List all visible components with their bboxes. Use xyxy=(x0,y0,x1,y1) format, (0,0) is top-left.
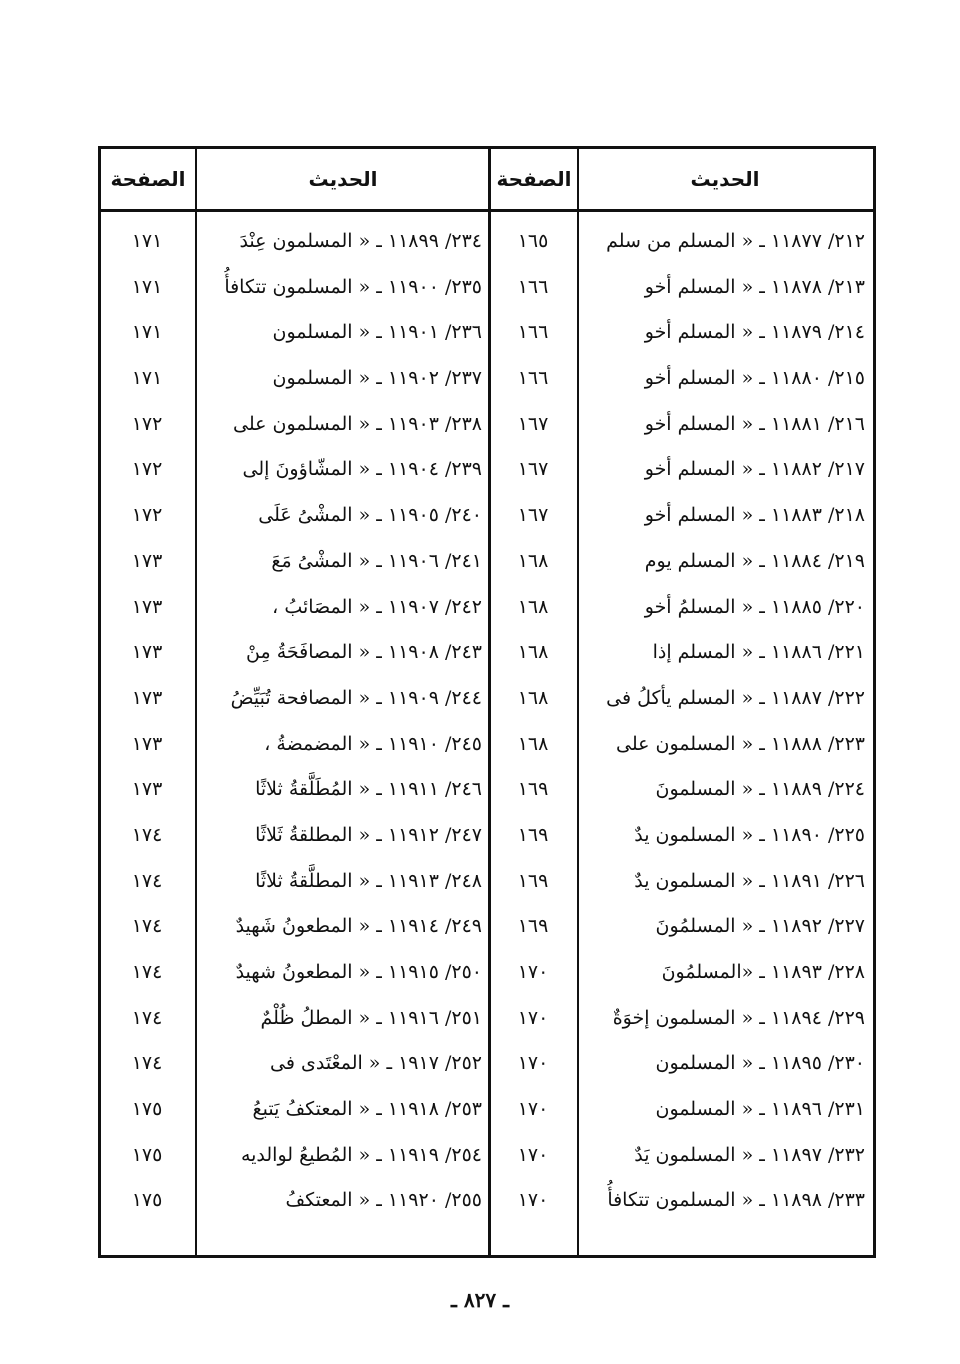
right-page-number: ١٦٩ xyxy=(517,869,549,892)
right-page-number: ١٦٩ xyxy=(517,778,549,801)
left-page-number: ١٧٤ xyxy=(131,823,163,846)
left-page-number: ١٧٢ xyxy=(131,412,163,435)
left-hadith-entry: ٢٣٨/ ١١٩٠٣ ـ « المسلمون على xyxy=(233,412,482,435)
table-row xyxy=(101,539,873,585)
right-page-number: ١٦٨ xyxy=(517,641,549,664)
left-page-header: الصفحة xyxy=(110,167,186,191)
left-page-number: ١٧١ xyxy=(131,230,163,252)
left-page-number: ١٧١ xyxy=(131,321,163,344)
right-hadith-entry: ٢١٣/ ١١٨٧٨ ـ « المسلم أخو xyxy=(644,275,865,298)
left-hadith-entry: ٢٤٠/ ١١٩٠٥ ـ « المشْىُ عَلَى xyxy=(258,504,482,527)
left-hadith-entry: ٢٤٢/ ١١٩٠٧ ـ « المصَائبُ ، xyxy=(272,595,482,618)
right-page-number: ١٧٠ xyxy=(517,961,549,983)
table-row xyxy=(101,356,873,402)
right-page-number: ١٧٠ xyxy=(517,1098,549,1121)
right-page-number: ١٦٦ xyxy=(517,275,549,298)
right-hadith-entry: ٢٣٢/ ١١٨٩٧ ـ « المسلمون يَدٌ xyxy=(634,1143,865,1166)
table-row xyxy=(101,722,873,768)
table-row xyxy=(101,1133,873,1179)
right-hadith-header: الحديث xyxy=(690,167,760,191)
table-row xyxy=(101,904,873,950)
right-hadith-entry: ٢١٤/ ١١٨٧٩ ـ « المسلم أخو xyxy=(644,321,865,344)
table-row xyxy=(101,493,873,539)
right-hadith-entry: ٢٢٨/ ١١٨٩٣ ـ «المسلمُونَ xyxy=(661,961,865,983)
left-hadith-entry: ٢٣٥/ ١١٩٠٠ ـ « المسلمون تتكافأُ xyxy=(224,275,482,298)
left-page-number: ١٧٣ xyxy=(131,641,163,664)
right-hadith-entry: ٢٢٤/ ١١٨٨٩ ـ « المسلمونَ xyxy=(655,778,865,801)
left-page-number: ١٧٤ xyxy=(131,1052,163,1075)
left-page-number: ١٧٢ xyxy=(131,458,163,481)
table-row xyxy=(101,767,873,813)
left-page-number: ١٧٣ xyxy=(131,778,163,801)
left-hadith-entry: ٢٤٣/ ١١٩٠٨ ـ « المصافَحَةُ مِنْ xyxy=(246,641,482,664)
table-row xyxy=(101,1178,873,1224)
right-page-number: ١٧٠ xyxy=(517,1189,549,1212)
left-page-number: ١٧٣ xyxy=(131,595,163,618)
left-hadith-entry: ٢٤١/ ١١٩٠٦ ـ « المشْىُ مَعَ xyxy=(271,549,482,572)
table-row xyxy=(101,676,873,722)
table-row xyxy=(101,1087,873,1133)
table-row xyxy=(101,310,873,356)
table-row xyxy=(101,585,873,631)
right-page-number: ١٦٨ xyxy=(517,732,549,755)
left-page-number: ١٧٣ xyxy=(131,549,163,572)
right-hadith-entry: ٢٢٧/ ١١٨٩٢ ـ « المسلمُونَ xyxy=(655,915,865,938)
table-row xyxy=(101,813,873,859)
left-hadith-header: الحديث xyxy=(308,167,378,191)
table-row xyxy=(101,219,873,265)
left-hadith-entry: ٢٥٤/ ١١٩١٩ ـ « المُطيعُ لوالديه xyxy=(240,1143,482,1166)
right-page-number: ١٦٩ xyxy=(517,915,549,938)
right-hadith-entry: ٢١٥/ ١١٨٨٠ ـ « المسلم أخو xyxy=(644,367,865,390)
right-hadith-entry: ٢١٦/ ١١٨٨١ ـ « المسلم أخو xyxy=(644,412,865,435)
right-hadith-entry: ٢٢٦/ ١١٨٩١ ـ « المسلمون يدٌ xyxy=(634,869,865,892)
left-page-number: ١٧٤ xyxy=(131,961,163,983)
left-hadith-entry: ٢٥٠/ ١١٩١٥ ـ « المطعونُ شهيدٌ xyxy=(235,961,482,983)
left-page-number: ١٧٤ xyxy=(131,869,163,892)
right-page-number: ١٦٧ xyxy=(517,412,549,435)
left-page-number: ١٧٥ xyxy=(131,1189,163,1212)
left-hadith-entry: ٢٥٥/ ١١٩٢٠ ـ « المعتكفُ xyxy=(285,1189,482,1212)
header-divider xyxy=(101,209,873,212)
right-hadith-entry: ٢٢٢/ ١١٨٨٧ ـ « المسلم يأكلُ فى xyxy=(606,686,865,709)
left-hadith-entry: ٢٤٥/ ١١٩١٠ ـ « المضمضةُ ، xyxy=(264,732,482,755)
right-page-number: ١٦٧ xyxy=(517,504,549,527)
left-hadith-entry: ٢٤٤/ ١١٩٠٩ ـ « المصافحة تُبَيِّضُ xyxy=(230,686,482,709)
table-body xyxy=(101,219,873,1224)
table-row xyxy=(101,950,873,996)
left-hadith-entry: ٢٤٨/ ١١٩١٣ ـ « المطلَّقةُ ثلاثًا xyxy=(255,869,482,892)
left-hadith-entry: ٢٤٩/ ١١٩١٤ ـ « المطعونُ شَهيدٌ xyxy=(235,915,482,938)
right-page-number: ١٧٠ xyxy=(517,1052,549,1075)
table-row xyxy=(101,402,873,448)
right-page-number: ١٦٨ xyxy=(517,549,549,572)
left-hadith-entry: ٢٣٧/ ١١٩٠٢ ـ « المسلمون xyxy=(272,367,482,390)
left-page-number: ١٧٢ xyxy=(131,504,163,527)
right-hadith-entry: ٢٣١/ ١١٨٩٦ ـ « المسلمون xyxy=(655,1098,865,1121)
index-table xyxy=(98,146,876,1258)
left-page-number: ١٧٥ xyxy=(131,1143,163,1166)
left-page-number: ١٧٤ xyxy=(131,1006,163,1029)
right-page-number: ١٧٠ xyxy=(517,1006,549,1029)
right-page-number: ١٦٨ xyxy=(517,686,549,709)
table-row xyxy=(101,1041,873,1087)
table-row xyxy=(101,630,873,676)
right-hadith-entry: ٢١٨/ ١١٨٨٣ ـ « المسلم أخو xyxy=(644,504,865,527)
right-hadith-entry: ٢١٩/ ١١٨٨٤ ـ « المسلم يوم xyxy=(644,549,865,572)
right-page-header: الصفحة xyxy=(496,167,572,191)
right-hadith-entry: ٢١٢/ ١١٨٧٧ ـ « المسلم من سلم xyxy=(606,230,865,252)
right-page-number: ١٦٦ xyxy=(517,367,549,390)
right-page-number: ١٧٠ xyxy=(517,1143,549,1166)
left-page-number: ١٧٣ xyxy=(131,686,163,709)
right-hadith-entry: ٢٢٣/ ١١٨٨٨ ـ « المسلمون على xyxy=(616,732,865,755)
left-page-number: ١٧١ xyxy=(131,275,163,298)
right-page-number: ١٦٩ xyxy=(517,823,549,846)
page-number: ـ ٨٢٧ ـ xyxy=(451,1288,509,1312)
left-page-number: ١٧٥ xyxy=(131,1098,163,1121)
right-hadith-entry: ٢٢٥/ ١١٨٩٠ ـ « المسلمون يدٌ xyxy=(634,823,865,846)
right-hadith-entry: ٢٢١/ ١١٨٨٦ ـ « المسلم إذا xyxy=(652,641,865,664)
left-hadith-entry: ٢٣٤/ ١١٨٩٩ ـ « المسلمون عِنْدَ xyxy=(239,230,482,252)
left-page-number: ١٧١ xyxy=(131,367,163,390)
left-hadith-entry: ٢٤٦/ ١١٩١١ ـ « المُطَلَّقةُ ثلاثًا xyxy=(255,778,482,801)
left-hadith-entry: ٢٥١/ ١١٩١٦ ـ « المطلُ ظُلْمٌ xyxy=(260,1006,482,1029)
left-page-number: ١٧٣ xyxy=(131,732,163,755)
right-hadith-entry: ٢١٧/ ١١٨٨٢ ـ « المسلم أخو xyxy=(644,458,865,481)
table-row xyxy=(101,996,873,1042)
left-hadith-entry: ٢٣٦/ ١١٩٠١ ـ « المسلمون xyxy=(272,321,482,344)
right-page-number: ١٦٥ xyxy=(517,230,549,252)
table-row xyxy=(101,859,873,905)
table-row xyxy=(101,447,873,493)
right-page-number: ١٦٦ xyxy=(517,321,549,344)
table-row xyxy=(101,265,873,311)
left-hadith-entry: ٢٥٢/ ١٩١٧ ـ « المعْتَدى فى xyxy=(270,1052,482,1075)
left-page-number: ١٧٤ xyxy=(131,915,163,938)
right-hadith-entry: ٢٢٩/ ١١٨٩٤ ـ « المسلمون إخوَةٌ xyxy=(612,1006,865,1029)
left-hadith-entry: ٢٥٣/ ١١٩١٨ ـ « المعتكفُ يَتبعُ xyxy=(252,1098,482,1121)
right-hadith-entry: ٢٣٣/ ١١٨٩٨ ـ « المسلمون تتكافأُ xyxy=(607,1189,865,1212)
right-hadith-entry: ٢٢٠/ ١١٨٨٥ ـ « المسلمُ أخو xyxy=(644,595,865,618)
right-page-number: ١٦٨ xyxy=(517,595,549,618)
left-hadith-entry: ٢٤٧/ ١١٩١٢ ـ « المطلقةُ ثَلاثًا xyxy=(255,823,482,846)
left-hadith-entry: ٢٣٩/ ١١٩٠٤ ـ « المشّاؤونَ إلى xyxy=(242,458,482,481)
right-page-number: ١٦٧ xyxy=(517,458,549,481)
right-hadith-entry: ٢٣٠/ ١١٨٩٥ ـ « المسلمون xyxy=(655,1052,865,1075)
